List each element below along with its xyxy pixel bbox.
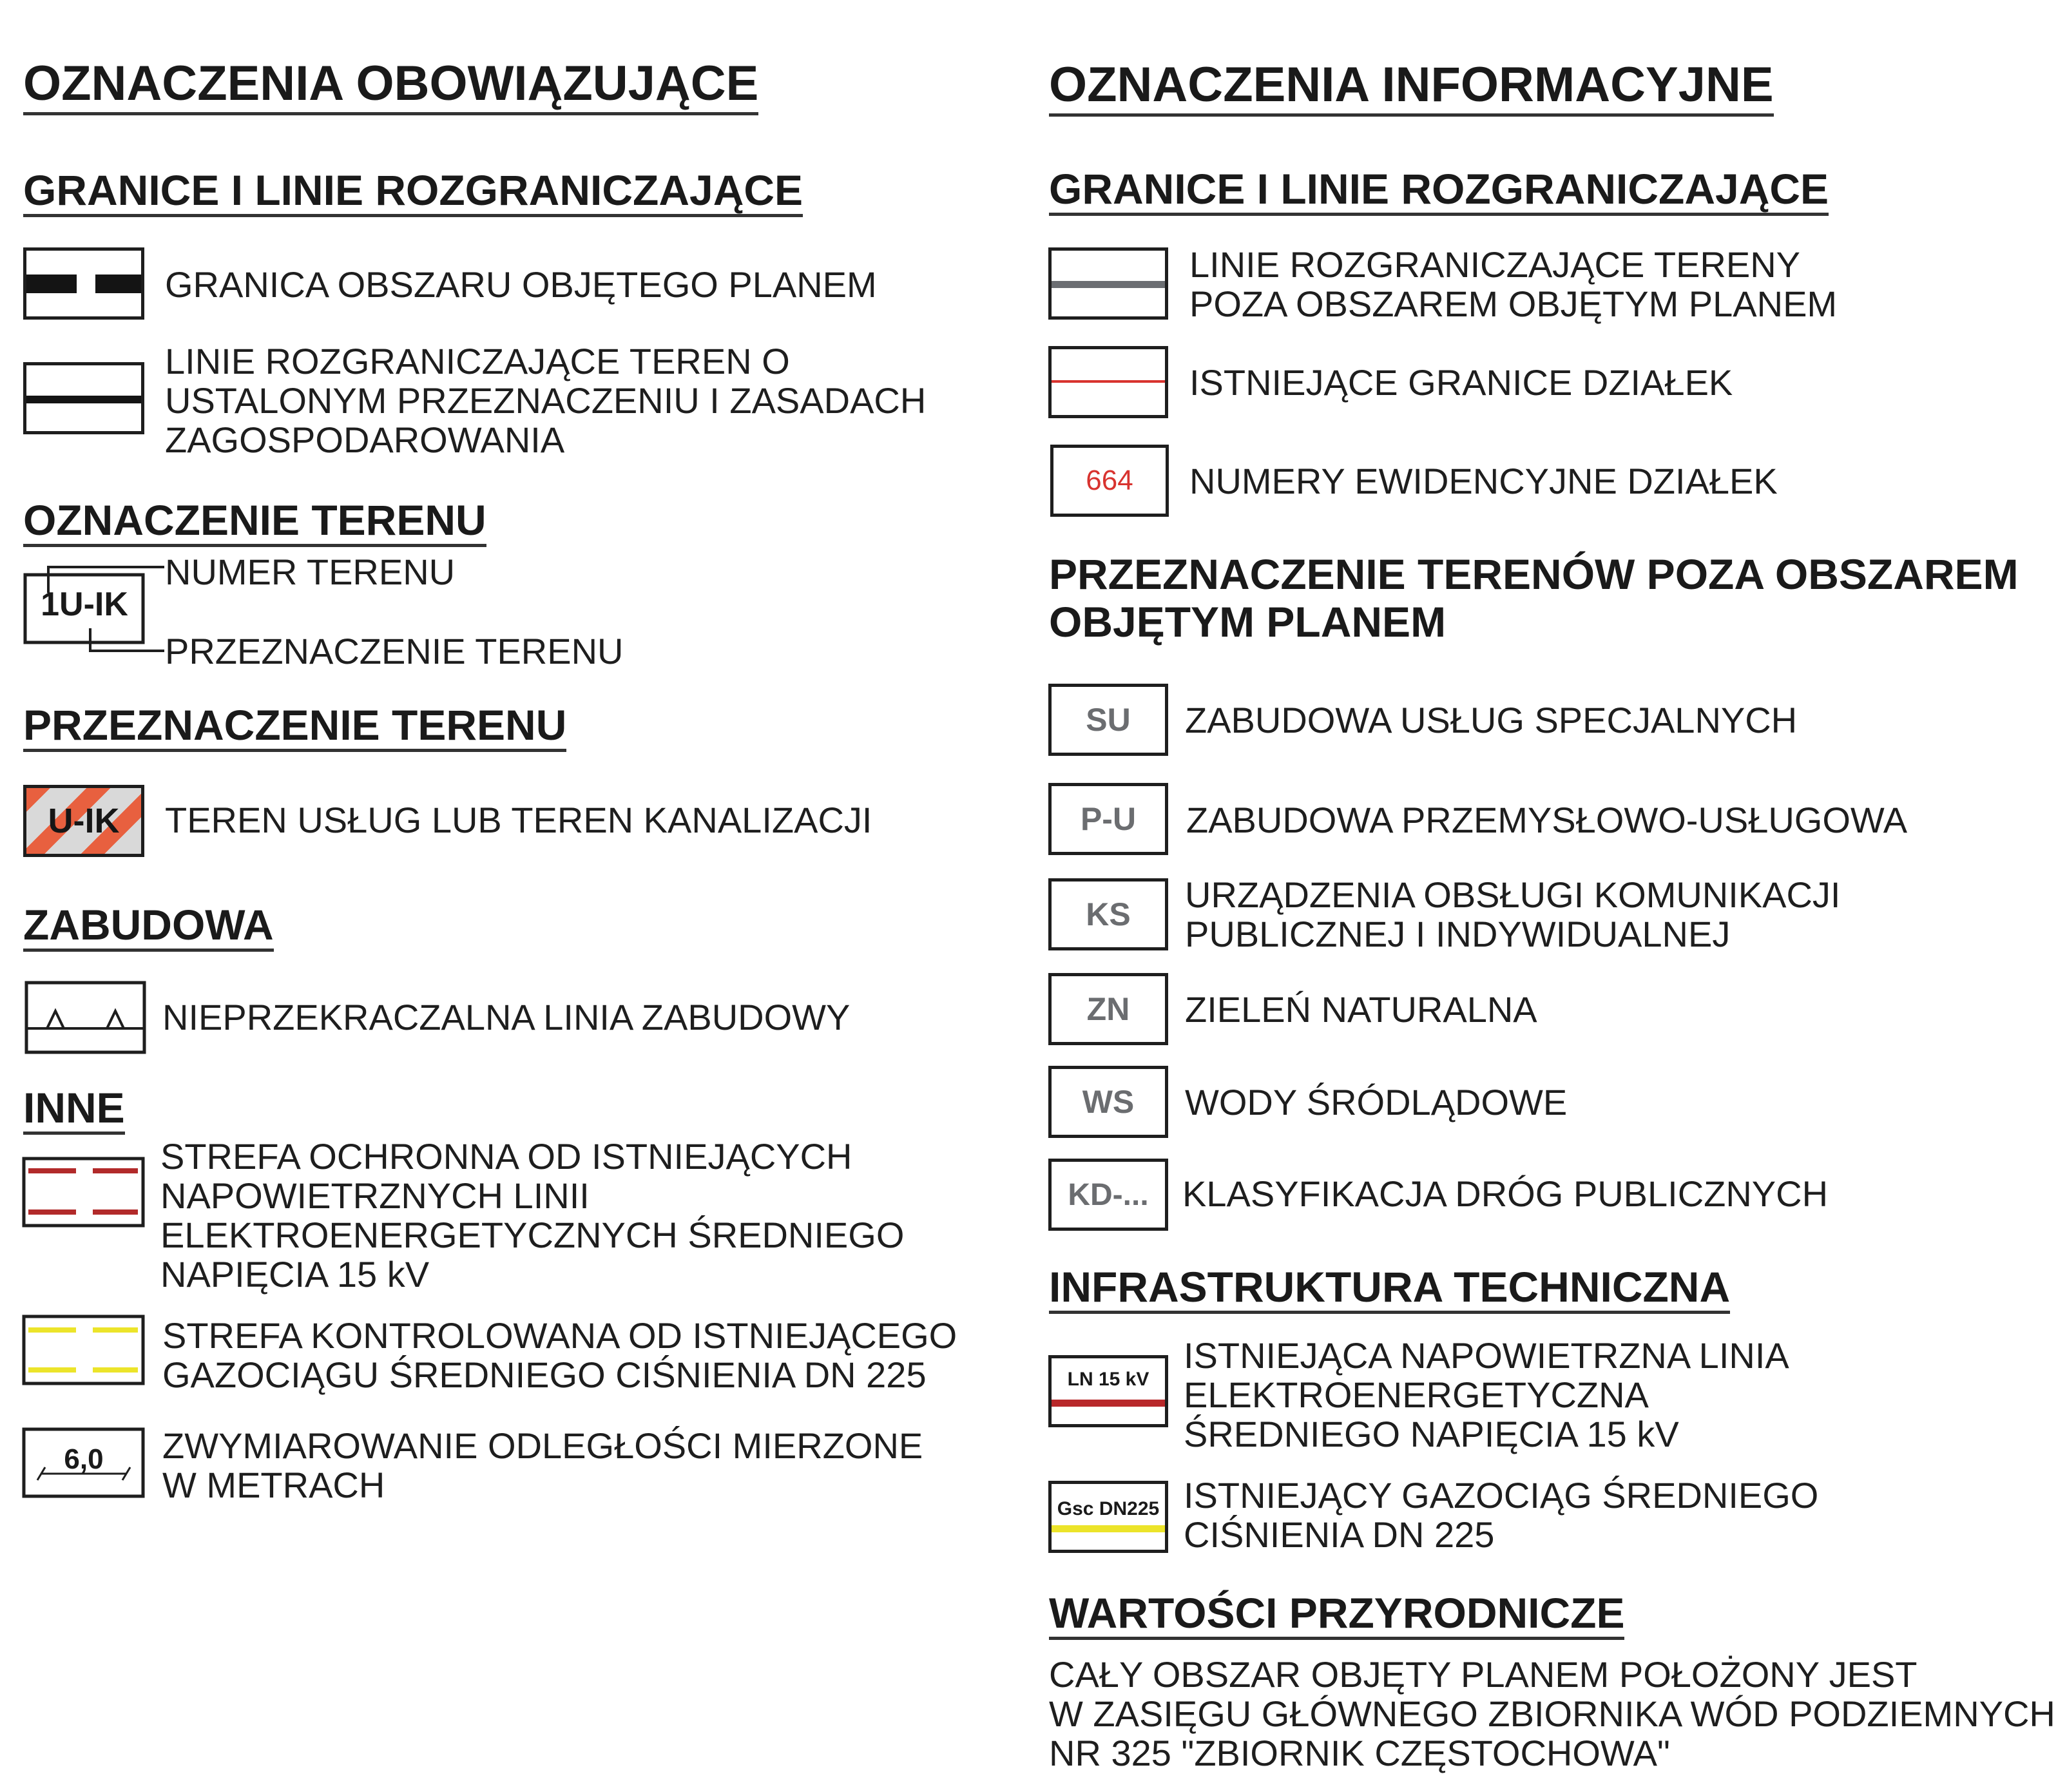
demarcation-line-symbol (23, 362, 144, 434)
gas-pipeline-zone-symbol (22, 1315, 146, 1387)
gray-line (1052, 281, 1165, 288)
red-line (1052, 380, 1165, 383)
services-sewerage-symbol (23, 785, 144, 857)
right-heading-infrastruktura: INFRASTRUKTURA TECHNICZNA (1049, 1266, 1730, 1314)
left-heading-przeznaczenie: PRZEZNACZENIE TERENU (23, 704, 566, 752)
red-power-line (1052, 1400, 1165, 1407)
parcel-boundary-symbol (1048, 346, 1168, 418)
label-zn: ZIELEŃ NATURALNA (1185, 989, 1537, 1030)
right-main-title: OZNACZENIA INFORMACYJNE (1049, 61, 1774, 117)
parcel-number-symbol (1050, 445, 1169, 517)
power-line-label: ISTNIEJĄCA NAPOWIETRZNA LINIA ELEKTROENERGETYCZNA ŚREDNIEGO NAPIĘCIA 15 kV (1184, 1335, 1789, 1454)
dimension-label: ZWYMIAROWANIE ODLEGŁOŚCI MIERZONE W METRACH (162, 1425, 923, 1505)
plan-boundary-label: GRANICA OBSZARU OBJĘTEGO PLANEM (165, 264, 877, 305)
yellow-gas-line (1052, 1525, 1165, 1532)
services-sewerage-code: U-IK (48, 802, 120, 840)
gas-pipeline-label: ISTNIEJĄCY GAZOCIĄG ŚREDNIEGO CIŚNIENIA DN 225 (1184, 1475, 1819, 1555)
plan-boundary-symbol (23, 247, 144, 320)
gas-pipeline-symbol (1048, 1481, 1168, 1553)
services-sewerage-label: TEREN USŁUG LUB TEREN KANALIZACJI (165, 800, 872, 840)
power-line-zone-symbol (22, 1157, 146, 1229)
code-box-ws: WS (1048, 1066, 1168, 1138)
power-line-code: LN 15 kV (1067, 1369, 1149, 1390)
outside-demarcation-label: LINIE ROZGRANICZAJĄCE TERENY POZA OBSZAREM OBJĘTYM PLANEM (1189, 244, 1838, 324)
boundary-dash-right (95, 275, 141, 293)
code-box-kd: KD-... (1048, 1159, 1168, 1231)
natural-values-text: CAŁY OBSZAR OBJĘTY PLANEM POŁOŻONY JEST W ZASIĘGU GŁÓWNEGO ZBIORNIKA WÓD PODZIEMNYCH NR 325 "ZBIORNIK CZĘSTOCHOWA" (1049, 1654, 2055, 1773)
parcel-boundary-label: ISTNIEJĄCE GRANICE DZIAŁEK (1189, 362, 1733, 403)
terrain-purpose-label: PRZEZNACZENIE TERENU (165, 631, 624, 671)
demarcation-line (26, 396, 141, 403)
terrain-number-label: NUMER TERENU (165, 552, 456, 592)
right-heading-granice: GRANICE I LINIE ROZGRANICZAJĄCE (1049, 168, 1829, 216)
dimension-value: 6,0 (64, 1443, 104, 1475)
gas-pipeline-code: Gsc DN225 (1057, 1498, 1160, 1519)
left-heading-inne: INNE (23, 1086, 125, 1135)
power-line-zone-label: STREFA OCHRONNA OD ISTNIEJĄCYCH NAPOWIETRZNYCH LINII ELEKTROENERGETYCZNYCH ŚREDNIEGO NAPIĘCIA 15 kV (160, 1136, 905, 1295)
label-pu: ZABUDOWA PRZEMYSŁOWO-USŁUGOWA (1186, 800, 1908, 840)
label-ks: URZĄDZENIA OBSŁUGI KOMUNIKACJI PUBLICZNEJ I INDYWIDUALNEJ (1185, 874, 1841, 954)
right-heading-wartosci: WARTOŚCI PRZYRODNICZE (1049, 1592, 1624, 1640)
power-line-symbol (1048, 1355, 1168, 1427)
boundary-dash-left (26, 275, 77, 293)
code-box-su: SU (1048, 684, 1168, 756)
building-line-symbol (24, 981, 147, 1055)
demarcation-line-label: LINIE ROZGRANICZAJĄCE TEREN O USTALONYM PRZEZNACZENIU I ZASADACH ZAGOSPODAROWANIA (165, 341, 927, 460)
label-su: ZABUDOWA USŁUG SPECJALNYCH (1185, 700, 1798, 740)
label-kd: KLASYFIKACJA DRÓG PUBLICZNYCH (1182, 1173, 1829, 1214)
code-box-pu: P-U (1048, 783, 1168, 855)
parcel-number-label: NUMERY EWIDENCYJNE DZIAŁEK (1189, 461, 1778, 501)
outside-demarcation-symbol (1048, 247, 1168, 320)
left-heading-zabudowa: ZABUDOWA (23, 903, 274, 952)
right-heading-przeznaczenie: PRZEZNACZENIE TERENÓW POZA OBSZAREM OBJĘTYM PLANEM (1049, 550, 2019, 646)
label-ws: WODY ŚRÓDLĄDOWE (1185, 1082, 1568, 1122)
terrain-code: 1U-IK (41, 586, 128, 623)
code-box-zn: ZN (1048, 973, 1168, 1045)
building-line-label: NIEPRZEKRACZALNA LINIA ZABUDOWY (162, 997, 851, 1037)
left-heading-granice: GRANICE I LINIE ROZGRANICZAJĄCE (23, 169, 803, 217)
gas-pipeline-zone-label: STREFA KONTROLOWANA OD ISTNIEJĄCEGO GAZOCIĄGU ŚREDNIEGO CIŚNIENIA DN 225 (162, 1315, 957, 1395)
left-heading-oznaczenie: OZNACZENIE TERENU (23, 499, 486, 547)
parcel-number-code: 664 (1086, 465, 1133, 496)
code-box-ks: KS (1048, 878, 1168, 950)
left-main-title: OZNACZENIA OBOWIĄZUJĄCE (23, 59, 758, 115)
